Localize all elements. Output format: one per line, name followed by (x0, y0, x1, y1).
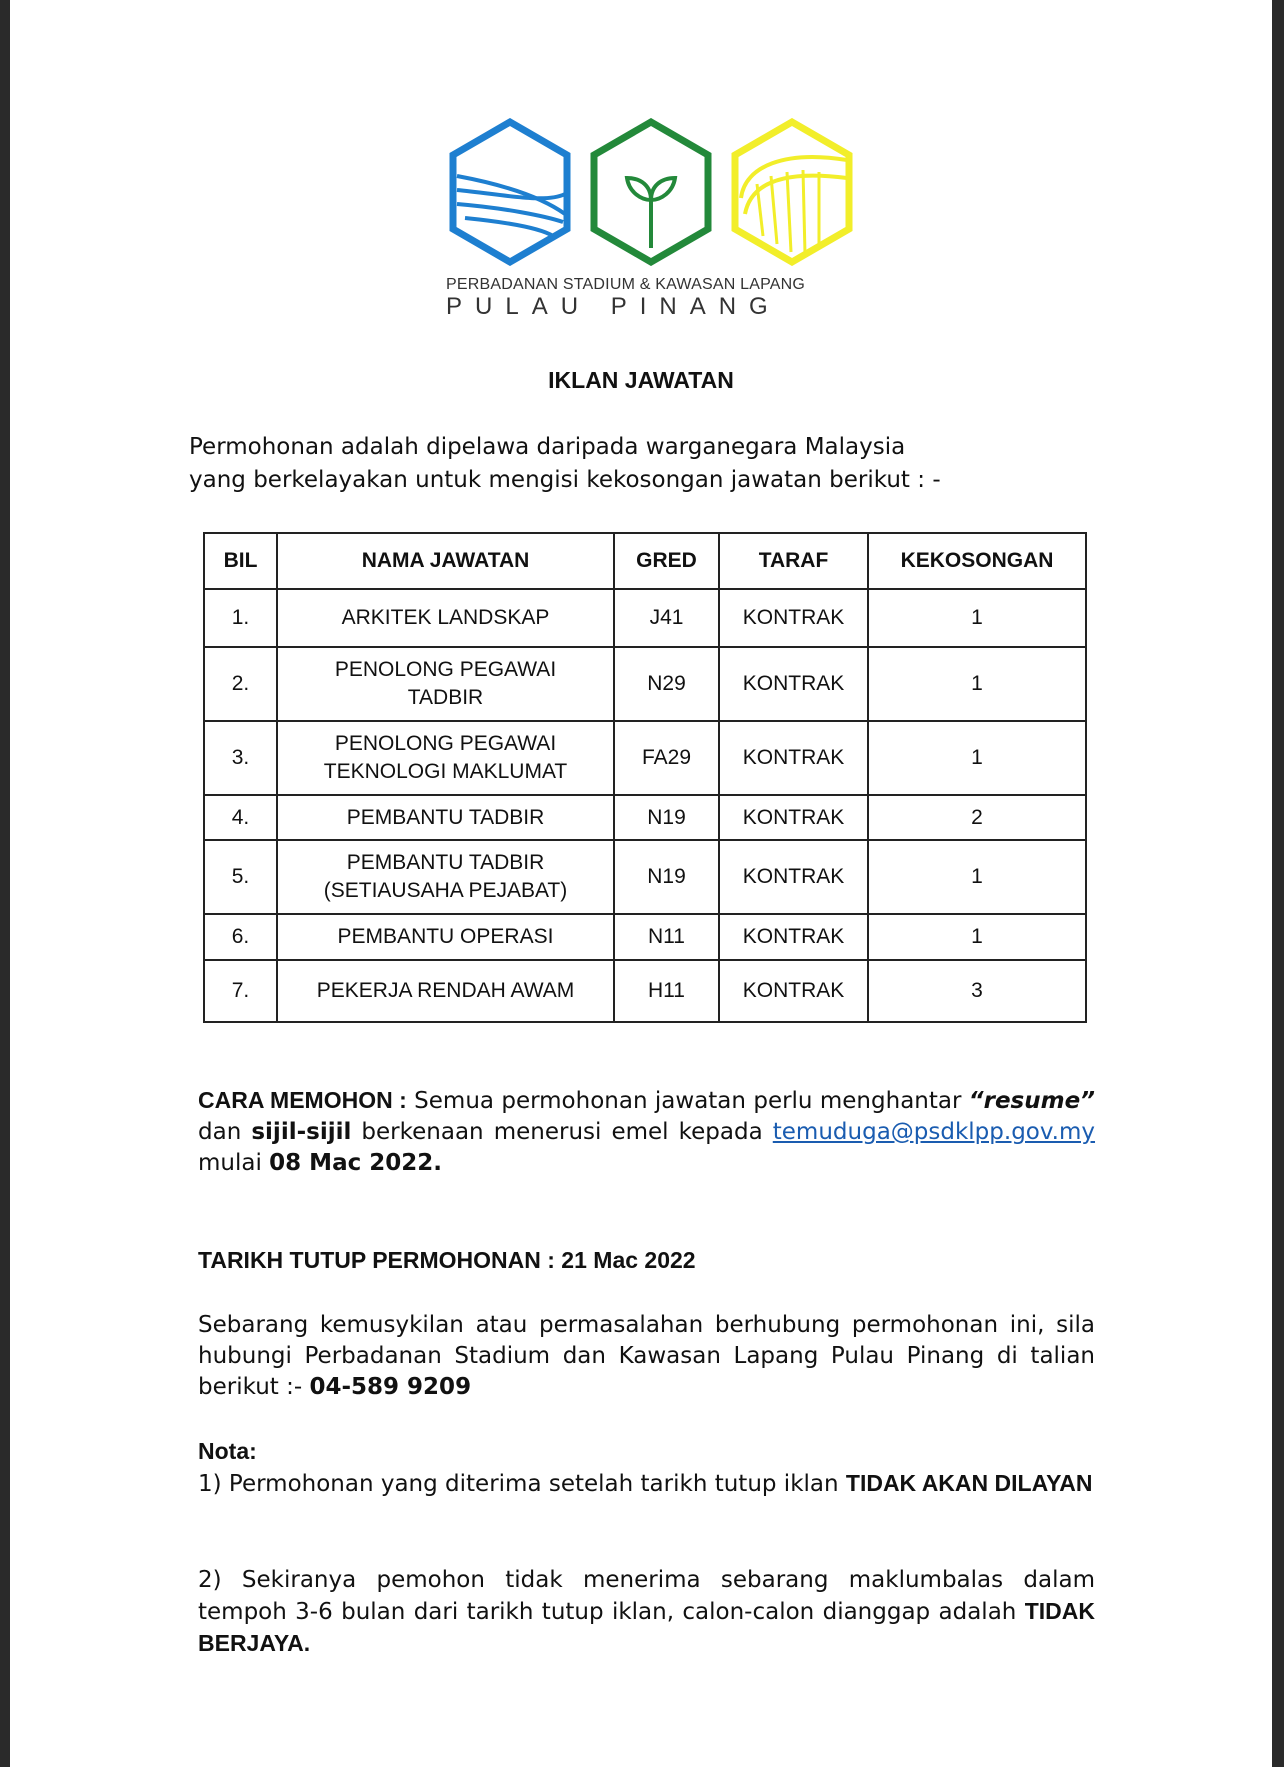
nama-line2: TADBIR (407, 686, 484, 709)
cell-bil: 1. (204, 589, 277, 647)
closing-date: TARIKH TUTUP PERMOHONAN : 21 Mac 2022 (198, 1247, 696, 1273)
cell-bil: 5. (204, 840, 277, 914)
nota-label: Nota: (198, 1438, 257, 1464)
org-name-line2: PULAU PINANG (446, 293, 781, 320)
cell-gred: H11 (614, 960, 719, 1022)
cell-gred: N11 (614, 914, 719, 960)
nama-line1: PEKERJA RENDAH AWAM (316, 979, 575, 1002)
cell-gred: J41 (614, 589, 719, 647)
nota-item-1 (198, 1468, 1095, 1500)
intro-line2: yang berkelayakan untuk mengisi kekosongan jawatan berikut : - (189, 467, 941, 493)
cell-taraf: KONTRAK (719, 795, 868, 840)
cell-kekosongan: 2 (868, 795, 1086, 840)
email-link[interactable]: temuduga@psdklpp.gov.my (772, 1119, 1096, 1145)
document-page (10, 0, 1272, 1767)
contact-paragraph (198, 1310, 1095, 1403)
psdklpp-logo (445, 118, 857, 266)
table-row (204, 795, 1086, 840)
sprout-hexagon-icon (594, 122, 708, 262)
cara-text-4: mulai (198, 1150, 270, 1176)
table-row (204, 960, 1086, 1022)
cell-gred: FA29 (614, 721, 719, 795)
header-kekosongan: KEKOSONGAN (868, 533, 1086, 589)
nota-1-text: 1) Permohonan yang diterima setelah tarikh tutup iklan (198, 1471, 846, 1497)
intro-paragraph (189, 431, 1089, 497)
cell-taraf: KONTRAK (719, 840, 868, 914)
cell-nama-jawatan (277, 647, 614, 721)
cell-bil: 7. (204, 960, 277, 1022)
nama-line2: TEKNOLOGI MAKLUMAT (323, 760, 568, 783)
cell-bil: 3. (204, 721, 277, 795)
cell-kekosongan: 1 (868, 647, 1086, 721)
cell-taraf: KONTRAK (719, 647, 868, 721)
contact-phone: 04-589 9209 (309, 1374, 472, 1400)
header-gred: GRED (614, 533, 719, 589)
cell-kekosongan: 1 (868, 914, 1086, 960)
header-bil: BIL (204, 533, 277, 589)
nama-line1: PEMBANTU TADBIR (346, 851, 545, 874)
cell-kekosongan: 1 (868, 721, 1086, 795)
resume-term: “resume” (968, 1088, 1095, 1114)
nama-line2: (SETIAUSAHA PEJABAT) (323, 879, 568, 902)
cell-gred: N19 (614, 840, 719, 914)
nama-line1: PEMBANTU OPERASI (337, 925, 554, 948)
table-row (204, 721, 1086, 795)
table-row (204, 914, 1086, 960)
cell-nama-jawatan (277, 914, 614, 960)
org-name-line1: PERBADANAN STADIUM & KAWASAN LAPANG (446, 276, 806, 293)
nota-item-2 (198, 1565, 1095, 1660)
cell-kekosongan: 1 (868, 840, 1086, 914)
cell-kekosongan: 1 (868, 589, 1086, 647)
sijil-term: sijil-sijil (251, 1119, 352, 1145)
table-header-row (204, 533, 1086, 589)
nama-line1: PENOLONG PEGAWAI (334, 732, 557, 755)
field-hexagon-icon (453, 122, 567, 262)
cell-taraf: KONTRAK (719, 914, 868, 960)
nama-line1: PEMBANTU TADBIR (346, 805, 545, 829)
vacancy-table (203, 532, 1087, 1023)
cara-text-3: berkenaan menerusi emel kepada (351, 1119, 773, 1145)
nama-line1: PENOLONG PEGAWAI (334, 658, 557, 681)
nota-2-bold: TIDAK BERJAYA. (198, 1598, 1095, 1656)
cara-text-1: Semua permohonan jawatan perlu menghantar (406, 1088, 969, 1114)
nota-2-text: 2) Sekiranya pemohon tidak menerima sebarang maklumbalas dalam tempoh 3-6 bulan dari tarikh tutup iklan, calon-calon dianggap adalah (198, 1567, 1095, 1625)
cell-taraf: KONTRAK (719, 721, 868, 795)
stadium-hexagon-icon (735, 122, 849, 262)
header-nama-jawatan: NAMA JAWATAN (277, 533, 614, 589)
contact-text: Sebarang kemusykilan atau permasalahan berhubung permohonan ini, sila hubungi Perbadanan Stadium dan Kawasan Lapang Pulau Pinang di talian berikut :- (198, 1312, 1095, 1400)
cell-nama-jawatan (277, 840, 614, 914)
cell-gred: N19 (614, 795, 719, 840)
cell-bil: 4. (204, 795, 277, 840)
cell-nama-jawatan (277, 721, 614, 795)
nama-line1: ARKITEK LANDSKAP (341, 606, 550, 629)
table-row (204, 647, 1086, 721)
cell-nama-jawatan (277, 589, 614, 647)
page-title: IKLAN JAWATAN (548, 367, 734, 393)
cell-nama-jawatan (277, 960, 614, 1022)
cell-taraf: KONTRAK (719, 960, 868, 1022)
cell-bil: 2. (204, 647, 277, 721)
cara-text-2: dan (198, 1119, 252, 1145)
cell-taraf: KONTRAK (719, 589, 868, 647)
nota-1-bold: TIDAK AKAN DILAYAN (845, 1470, 1093, 1496)
intro-line1: Permohonan adalah dipelawa daripada warganegara Malaysia (189, 434, 906, 460)
header-taraf: TARAF (719, 533, 868, 589)
cell-bil: 6. (204, 914, 277, 960)
cell-gred: N29 (614, 647, 719, 721)
table-row (204, 840, 1086, 914)
start-date: 08 Mac 2022. (269, 1150, 442, 1176)
cara-memohon-label: CARA MEMOHON : (198, 1087, 407, 1113)
cell-kekosongan: 3 (868, 960, 1086, 1022)
cell-nama-jawatan (277, 795, 614, 840)
table-row (204, 589, 1086, 647)
cara-memohon-paragraph (198, 1085, 1095, 1179)
